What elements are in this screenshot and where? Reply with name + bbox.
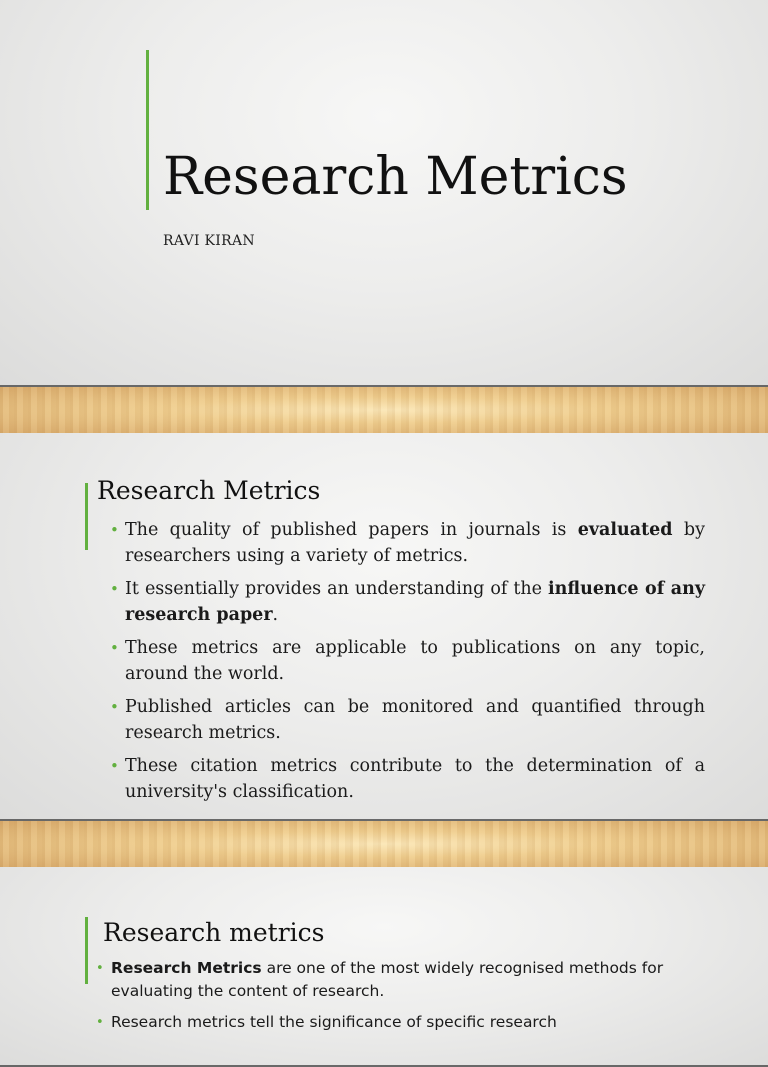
slide-title: Research Metrics	[163, 147, 628, 207]
bullet-list	[96, 957, 696, 1042]
list-item: • It essentially provides an understanding of the influence of any research paper.	[112, 576, 705, 628]
bullet-icon: •	[110, 698, 119, 716]
slide-heading: Research Metrics	[97, 476, 321, 505]
list-item: • These citation metrics contribute to the determination of a university's classification.	[112, 753, 705, 805]
title-slide	[0, 0, 768, 387]
list-item: • These metrics are applicable to publications on any topic, around the world.	[112, 635, 705, 687]
list-item: • Research metrics tell the significance of specific research	[96, 1011, 696, 1034]
bullet-icon: •	[110, 521, 119, 539]
list-item: • Published articles can be monitored and quantified through research metrics.	[112, 694, 705, 746]
bullet-list	[112, 517, 705, 812]
bullet-icon: •	[110, 639, 119, 657]
slide-heading: Research metrics	[103, 918, 325, 947]
bullet-icon: •	[110, 757, 119, 775]
bullet-icon: •	[96, 1015, 104, 1030]
wood-divider	[0, 821, 768, 867]
bullet-icon: •	[110, 580, 119, 598]
list-item: • Research Metrics are one of the most widely recognised methods for evaluating the content of research.	[96, 959, 664, 1000]
bullet-icon: •	[96, 961, 104, 976]
accent-bar	[85, 917, 88, 984]
accent-bar	[146, 50, 149, 210]
accent-bar	[85, 483, 88, 550]
author-name: RAVI KIRAN	[163, 233, 255, 249]
list-item: • The quality of published papers in journals is evaluated by researchers using a variety of metrics.	[112, 517, 705, 569]
wood-divider	[0, 387, 768, 433]
